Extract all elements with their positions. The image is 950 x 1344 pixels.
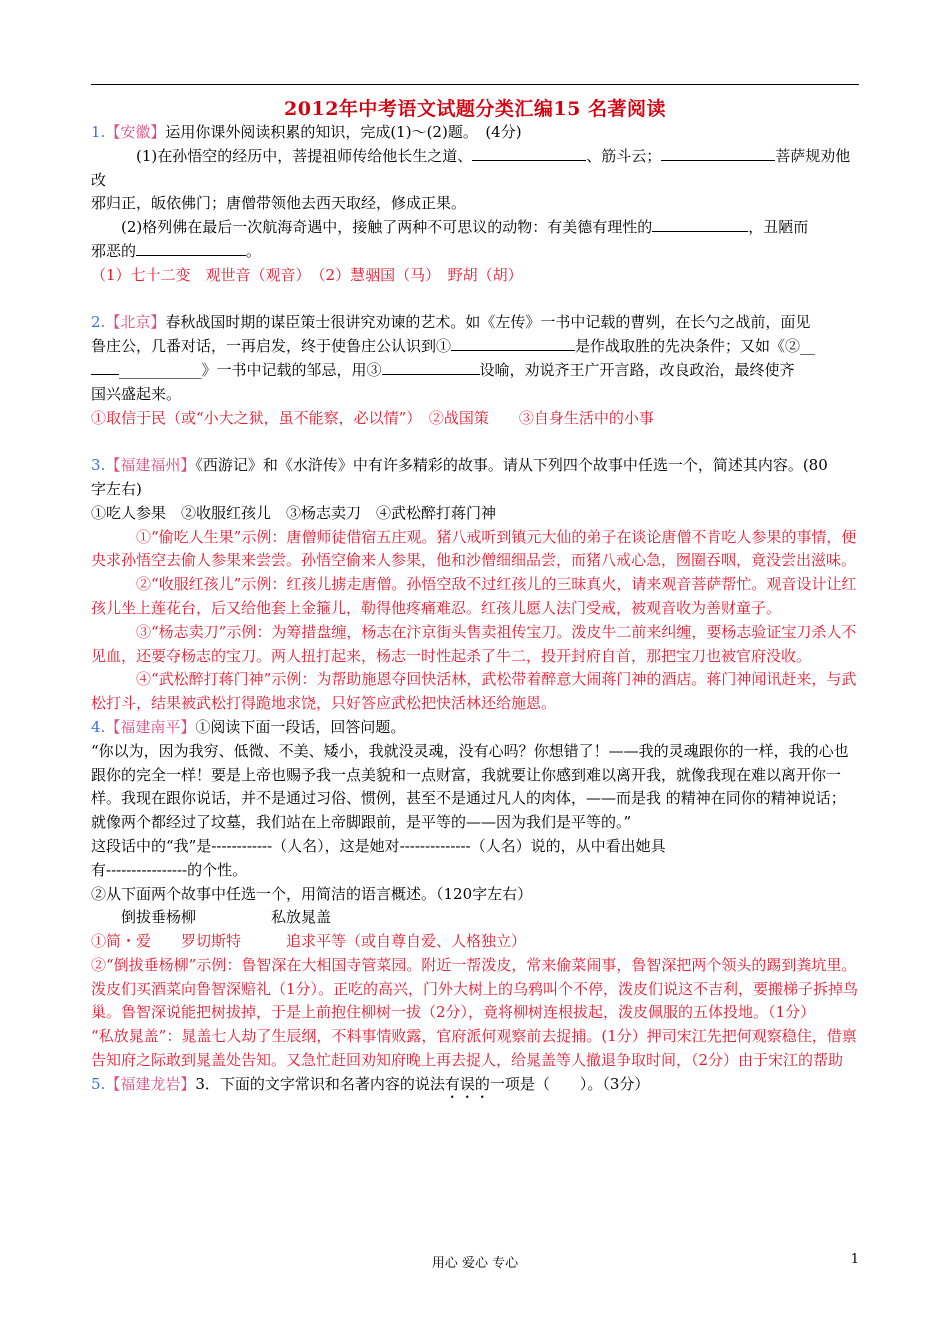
- answer-blank: [472, 146, 586, 161]
- q4-story-options: 倒拔垂杨柳 私放晁盖: [91, 908, 332, 927]
- page-title: 2012年中考语文试题分类汇编15 名著阅读: [284, 98, 666, 120]
- answer-blank: [136, 241, 246, 256]
- answer-blank: [652, 217, 748, 232]
- q3-number: 3.: [91, 456, 106, 475]
- document-body: [91, 121, 859, 1102]
- q1-region-tag: 【安徽】: [105, 123, 166, 141]
- q3-line1: 3.【福建福州】《西游记》和《水浒传》中有许多精彩的故事。请从下列四个故事中任选一个，简述其内容。(80: [91, 456, 828, 475]
- footer-motto: 用心 爱心 专心: [431, 1256, 519, 1271]
- q2-line4: 国兴盛起来。: [91, 384, 182, 403]
- q1-part1-cont: 邪归正，皈依佛门；唐僧带领他去西天取经，修成正果。: [91, 194, 467, 213]
- emphasized-text: 有误的: [444, 1074, 490, 1093]
- q4-answer-3: “私放晁盖”：晁盖七人劫了生辰纲，不料事情败露，官府派何观察前去捉捕。(1分）押司宋江先把何观察稳住，借禀告知府之际敢到晁盖处告知。又急忙赶回劝知府晚上再去捉人，给晁盖等人撤退争取时间，（2分）由于宋江的帮助: [91, 1027, 857, 1070]
- q2-answer: ①取信于民（或“小大之狱，虽不能察，必以情”） ②战国策 ③自身生活中的小事: [91, 408, 654, 427]
- q3-options: ①吃人参果 ②收服红孩儿 ③杨志卖刀 ④武松醉打蒋门神: [91, 503, 497, 522]
- q2-line2: 鲁庄公，几番对话，一再启发，终于使鲁庄公认识到① 是作战取胜的先决条件；又如《②__: [91, 337, 816, 356]
- q4-region-tag: 【福建南平】: [105, 717, 196, 736]
- q4-answer-2: ②“倒拔垂杨柳”示例：鲁智深在大相国寺管菜园。附近一帮泼皮，常来偷菜闹事，鲁智深把两个领头的踢到粪坑里。泼皮们买酒菜向鲁智深赔礼（1分）。正吃的高兴，门外大树上的乌鸦叫个不停，泼皮们说这不吉利，要搬梯子拆掉鸟巢。鲁智深说能把树拔掉，于是上前抱住柳树一拔（2分），竟将柳树连根拔起，泼皮佩服的五体投地。（1分）: [91, 955, 859, 1022]
- q4-quote: “你以为，因为我穷、低微、不美、矮小，我就没灵魂，没有心吗？你想错了！——我的灵魂跟你的一样，我的心也跟你的完全一样！要是上帝也赐予我一点美貌和一点财富，我就要让你感到难以离开我，就像我现在难以离开你一样。我现在跟你说话，并不是通过习俗、惯例，甚至不是通过凡人的肉体，——而是我 的精神在同你的精神说话；就像两个都经过了坟墓，我们站在上帝脚跟前，是平等的——因为我们是平等的。”: [91, 741, 849, 832]
- q5-region-tag: 【福建龙岩】: [105, 1074, 196, 1093]
- q4-stem: 4.【福建南平】①阅读下面一段话，回答问题。: [91, 717, 406, 736]
- q1-part2: (2)格列佛在最后一次航海奇遇中，接触了两种不可思议的动物：有美德有理性的 ，丑陋而: [121, 218, 809, 237]
- answer-blank: [451, 336, 575, 351]
- q5-stem: 5.【福建龙岩】3．下面的文字常识和名著内容的说法有误的一项是（ ）。（3分）: [91, 1074, 650, 1093]
- q2-line1: 2.【北京】春秋战国时期的谋臣策士很讲究劝谏的艺术。如《左传》一书中记载的曹刿，在长勺之战前，面见: [91, 313, 811, 332]
- q1-stem: 1.【安徽】运用你课外阅读积累的知识，完成(1)～(2)题。 (4分): [91, 123, 522, 141]
- q5-number: 5.: [91, 1074, 106, 1093]
- q4-question-a: 这段话中的“我”是------------（人名），这是她对--------------（人名）说的，从中看出她具: [91, 836, 666, 855]
- answer-blank: [382, 360, 480, 375]
- q2-region-tag: 【北京】: [105, 313, 166, 332]
- q4-question-b: 有----------------的个性。: [91, 860, 248, 879]
- q1-part1: (1)在孙悟空的经历中，菩提祖师传给他长生之道、 、筋斗云； 菩萨规劝他改: [91, 146, 851, 189]
- q3-answer-4: ④“武松醉打蒋门神”示例：为帮助施恩夺回快活林，武松带着醉意大闹蒋门神的酒店。蒋门神闻讯赶来，与武松打斗，结果被武松打得跪地求饶，只好答应武松把快活林还给施恩。: [91, 670, 857, 713]
- page-footer: [91, 1252, 859, 1271]
- q2-number: 2.: [91, 313, 106, 332]
- q3-region-tag: 【福建福州】: [105, 456, 196, 475]
- q1-number: 1.: [91, 123, 106, 141]
- page-number: 1: [850, 1252, 859, 1267]
- q2-line3: ___________》一书中记载的邹忌，用③ 设喻，劝说齐王广开言路，改良政治，最终使齐: [91, 359, 859, 383]
- q1-answer: （1）七十二变 观世音（观音） （2）慧骃国（马） 野胡（胡）: [91, 265, 523, 284]
- q3-line2: 字左右): [91, 479, 142, 498]
- answer-blank: [661, 146, 775, 161]
- q1-part2-cont: 邪恶的 。: [91, 241, 262, 260]
- q4-number: 4.: [91, 717, 106, 736]
- q3-answer-1: ①“偷吃人生果”示例：唐僧师徒借宿五庄观。猪八戒听到镇元大仙的弟子在谈论唐僧不肯吃人参果的事情，便央求孙悟空去偷人参果来尝尝。孙悟空偷来人参果，他和沙僧细细品尝，而猪八戒心急，囫圈吞咽，竟没尝出滋味。: [91, 527, 857, 570]
- q3-answer-3: ③“杨志卖刀”示例：为筹措盘缠，杨志在汴京街头售卖祖传宝刀。泼皮牛二前来纠缠，要杨志验证宝刀杀人不见血，还要夺杨志的宝刀。两人扭打起来，杨志一时性起杀了牛二，投开封府自首，那把宝刀也被官府没收。: [91, 622, 857, 665]
- answer-blank: [91, 360, 119, 375]
- q3-answer-2: ②“收服红孩儿”示例：红孩儿掳走唐僧。孙悟空敌不过红孩儿的三昧真火，请来观音菩萨帮忙。观音设计让红孩儿坐上莲花台，后又给他套上金箍儿，勒得他疼痛难忍。红孩儿愿人法门受戒，被观音收为善财童子。: [91, 575, 857, 617]
- q4-question-2: ②从下面两个故事中任选一个，用简洁的语言概述。（120字左右）: [91, 884, 533, 903]
- header-rule: [91, 84, 859, 85]
- q4-answer-1: ①简・爱 罗切斯特 追求平等（或自尊自爱、人格独立）: [91, 932, 527, 951]
